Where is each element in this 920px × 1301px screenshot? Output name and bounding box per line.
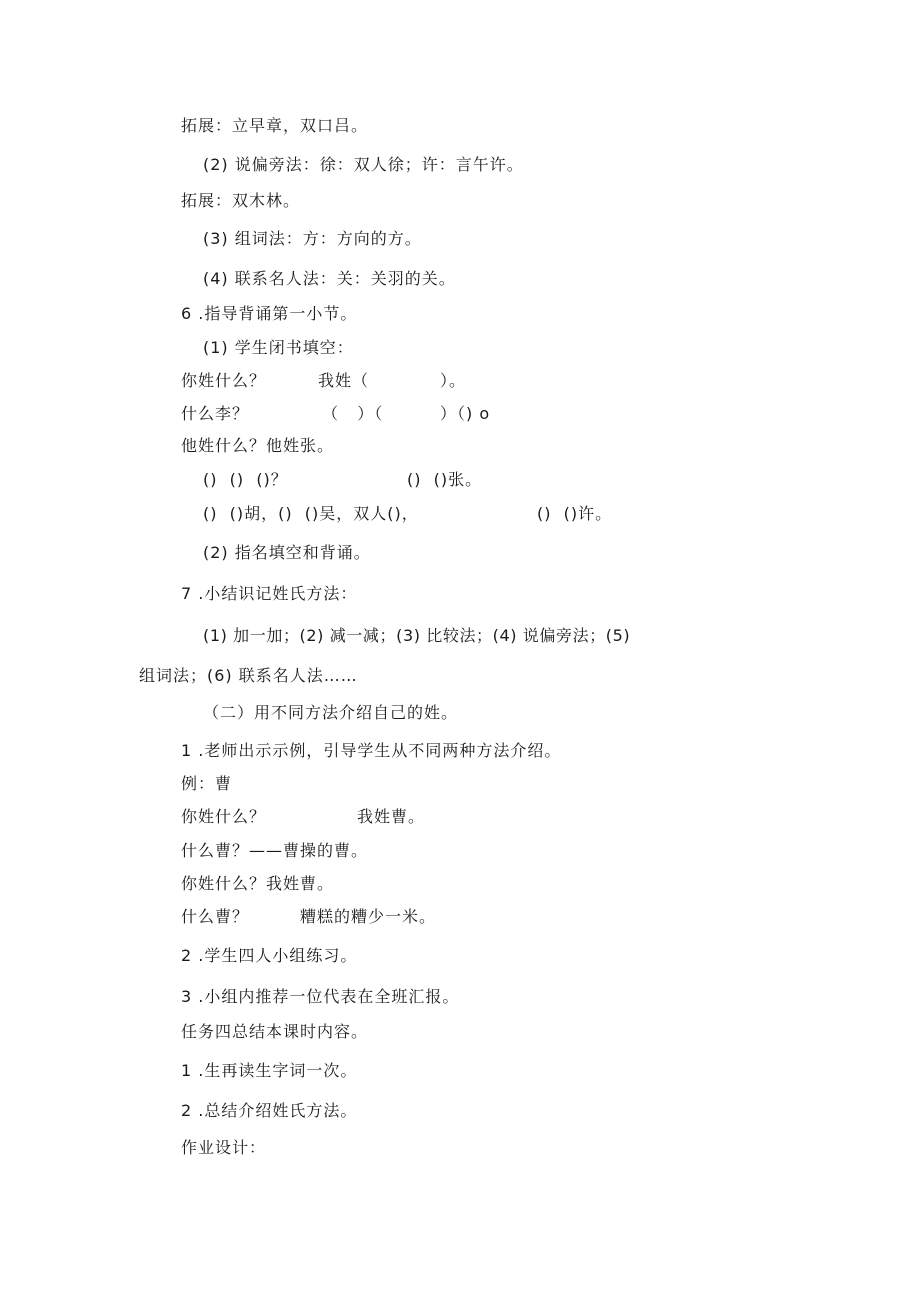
- text-line: 例：曹: [181, 774, 233, 793]
- text-line: 2 .总结介绍姓氏方法。: [181, 1101, 358, 1120]
- text-line: (3) 组词法：方：方向的方。: [203, 229, 422, 248]
- text-line: 组词法；(6) 联系名人法……: [139, 666, 358, 685]
- text-line: () ()胡，() ()吴，双人()，: [203, 504, 419, 523]
- text-line: 7 .小结识记姓氏方法：: [181, 584, 358, 603]
- text-line: 2 .学生四人小组练习。: [181, 946, 358, 965]
- text-line: (1) 学生闭书填空：: [203, 338, 354, 357]
- text-line: () ()许。: [537, 504, 613, 523]
- text-line: ）。: [440, 371, 467, 390]
- text-line: 拓展：立早章，双口吕。: [181, 116, 369, 135]
- text-line: (1) 加一加；(2) 减一减；(3) 比较法；(4) 说偏旁法；(5): [203, 626, 631, 645]
- text-line: 你姓什么？我姓曹。: [181, 874, 335, 893]
- text-line: 我姓（: [318, 371, 370, 390]
- text-line: 他姓什么？他姓张。: [181, 436, 335, 455]
- text-line: 1 .老师出示示例，引导学生从不同两种方法介绍。: [181, 741, 562, 760]
- text-line: 任务四总结本课时内容。: [181, 1022, 369, 1041]
- text-line: 1 .生再读生字词一次。: [181, 1061, 358, 1080]
- text-line: (2) 说偏旁法：徐：双人徐；许：言午许。: [203, 155, 524, 174]
- text-line: ）（) o: [440, 404, 491, 423]
- text-line: （ ）（: [322, 404, 384, 423]
- text-line: () () ()？: [203, 470, 288, 489]
- text-line: 你姓什么？: [181, 371, 267, 390]
- text-line: 什么曹？: [181, 907, 250, 926]
- text-line: 3 .小组内推荐一位代表在全班汇报。: [181, 987, 460, 1006]
- text-line: （二）用不同方法介绍自己的姓。: [203, 703, 459, 722]
- text-line: 糟糕的糟少一米。: [300, 907, 437, 926]
- text-line: 作业设计：: [181, 1138, 267, 1157]
- text-line: 什么曹？——曹操的曹。: [181, 841, 369, 860]
- text-line: 6 .指导背诵第一小节。: [181, 304, 358, 323]
- text-line: 什么李？: [181, 404, 250, 423]
- text-line: 我姓曹。: [357, 807, 426, 826]
- text-line: (2) 指名填空和背诵。: [203, 543, 371, 562]
- text-line: 你姓什么？: [181, 807, 267, 826]
- text-line: 拓展：双木林。: [181, 191, 301, 210]
- text-line: (4) 联系名人法：关：关羽的关。: [203, 269, 456, 288]
- text-line: () ()张。: [407, 470, 483, 489]
